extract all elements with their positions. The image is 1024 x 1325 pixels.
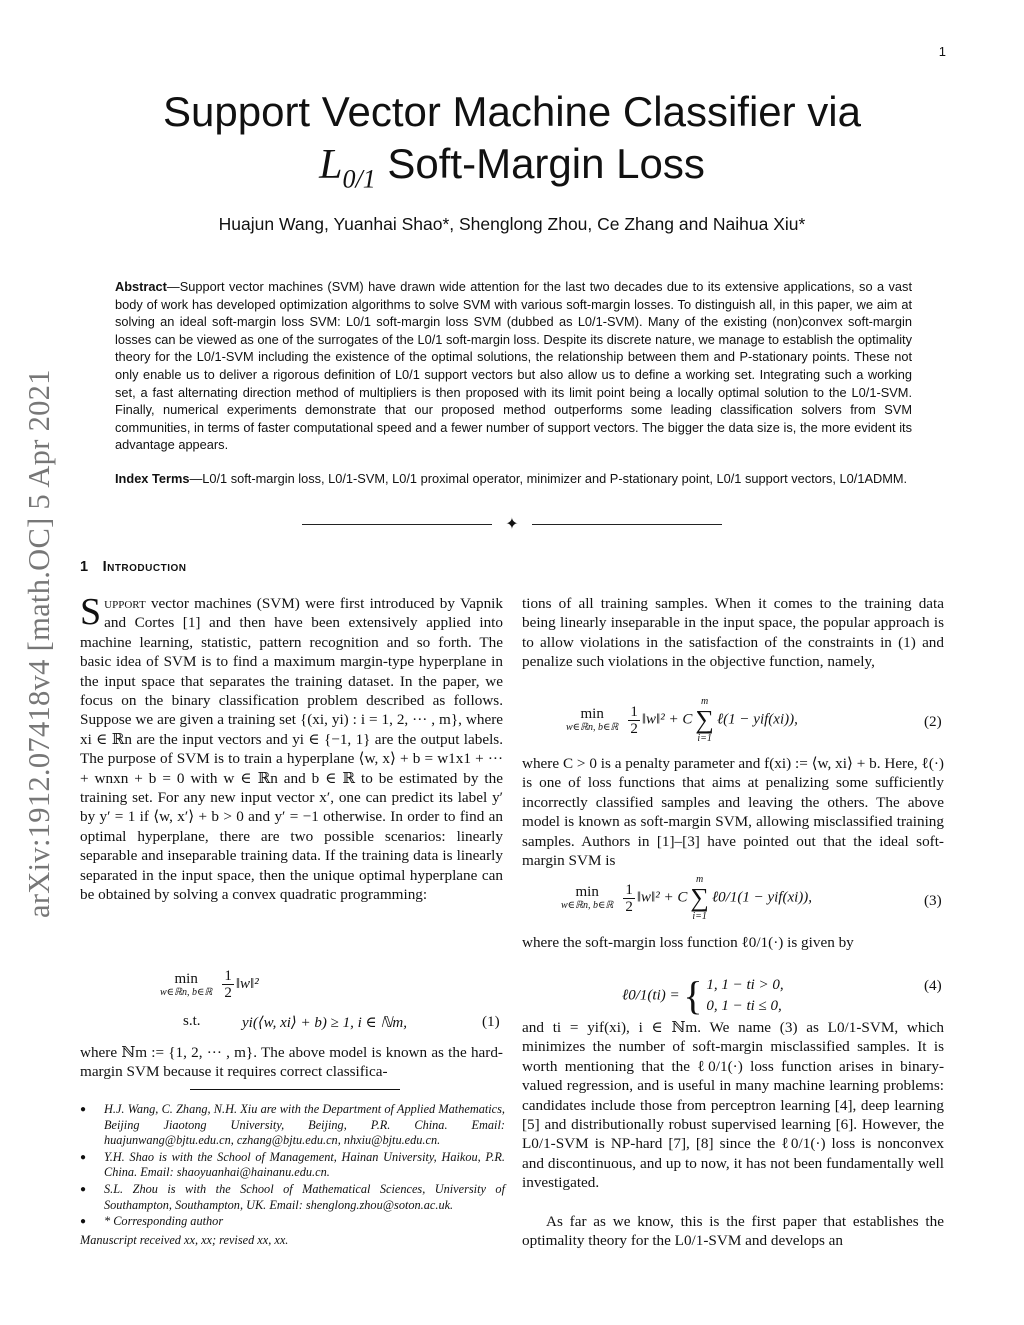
eq3-objective: ‖w‖² + C [636,889,688,906]
right-paragraph-5: As far as we know, this is the first paper that establishes the optimality theory for the L0/1-SVM and develops an [522,1213,944,1250]
eq3-term: ℓ0/1(1 − yif(xi)), [711,889,813,906]
eq2-frac-num: 1 [630,703,638,720]
right-paragraph-1: tions of all training samples. When it comes to the training data being linearly inseparable in the input space, the popular approach is to allow violations in the satisfaction of the constraints in (1) and penalize such violations in the objective function, namely, [522,595,944,671]
footnote-list [80,1102,505,1231]
eq3-sum-top: m [696,874,704,885]
right-paragraph-2: where C > 0 is a penalty parameter and f(xi) := ⟨w, xi⟩ + b. Here, ℓ(·) is one of loss functions that aims at penalizing some sufficiently incorrectly classified samples and leaving the others. The above model is known as soft-margin SVM, allowing misclassified training samples. Authors in [1]–[3] have pointed out that the ideal soft-margin SVM is [522,755,944,870]
eq3-sum-bottom: i=1 [692,911,707,922]
drop-cap: S [80,591,102,633]
eq3-frac-num: 1 [625,881,633,898]
eq2-number: (2) [924,713,942,730]
right-paragraph-3: where the soft-margin loss function ℓ0/1(·) is given by [522,934,854,951]
eq1-number: (1) [482,1013,500,1030]
arxiv-identifier-stamp: arXiv:1912.07418v4 [math.OC] 5 Apr 2021 [22,369,56,918]
eq4-number: (4) [924,977,942,994]
footnote-item: ● S.L. Zhou is with the School of Mathematical Sciences, University of Southampton, Southampton, UK. Email: shenglong.zhou@soton.ac.uk. [80,1181,505,1212]
abstract [115,278,912,454]
eq2-sum-top: m [701,696,709,707]
section-number: 1 [80,559,89,575]
index-terms-text: —L0/1 soft-margin loss, L0/1-SVM, L0/1 proximal operator, minimizer and P-stationary point, L0/1 support vectors, L0/1ADMM. [189,471,908,486]
eq2-objective: ‖w‖² + C [641,711,693,728]
eq3-min: min [575,884,599,900]
eq1-objective: ‖w‖² [235,975,259,992]
footnote-item: ● * Corresponding author [80,1214,224,1229]
sum-icon: ∑ [695,705,714,734]
brace-icon: { [683,973,703,1018]
abstract-text: —Support vector machines (SVM) have drawn wide attention for the last two decades due to its extensive applications, so a vast body of work has developed optimization algorithms to solve SVM with various soft-margin losses. To distinguish all, in this paper, we aim at solving an ideal soft-margin loss SVM: L0/1 soft-margin loss SVM (dubbed as L0/1-SVM). Many of the existing (non)convex soft-margin losses can be viewed as one of the surrogates of the L0/1 soft-margin loss. Despite its discrete nature, we manage to establish the optimality theory for the L0/1-SVM including the existence of the optimal solutions, the relationship between them and P-stationary points. These not only enable us to deliver a rigorous definition of L0/1 support vectors but also allow us to define a working set. Integrating such a working set, a fast alternating direction method of multipliers is then proposed with its limit point being a locally optimal solution to the L0/1-SVM. Finally, numerical experiments demonstrate that our proposed method outperforms some leading classification solvers from SVM communities, in terms of faster computational speed and a fewer number of support vectors. The bigger the data size is, the more evident its advantage appears. [115,279,912,453]
equation-2 [566,696,798,744]
footnote-item: ● H.J. Wang, C. Zhang, N.H. Xiu are with the Department of Applied Mathematics, Beijing Jiaotong University, Beijing, P.R. China. Email: huajunwang@bjtu.edu.cn, czhang@bjtu.edu.cn, nhxiu@bjtu.edu.cn. [80,1102,505,1148]
right-paragraph-4: and ti = yif(xi), i ∈ ℕm. We name (3) as L0/1-SVM, which minimizes the number of soft-margin misclassified samples. It is worth mentioning that the ℓ0/1(·) loss function arises in binary-valued regression, and is useful in many machine learning problems: candidates include those from perceptron learning [4], deep learning [5] and distributionally robust supervised learning [6]. However, the L0/1-SVM is NP-hard [7], [8] since the ℓ0/1(·) loss is nonconvex and discontinuous, and up to now, it has not been fundamentally well investigated. [522,1019,944,1192]
intro-paragraph-1 [80,591,503,905]
eq3-number: (3) [924,892,942,909]
eq2-min-subscript: w∈ℝn, b∈ℝ [566,722,619,733]
intro-text: vector machines (SVM) were first introduced by Vapnik and Cortes [1] and then have been extensively applied into machine learning, statistic, pattern recognition and so forth. The basic idea of SVM is to find a maximum margin-type hyperplane in the input space that separates the training dataset. In the paper, we focus on the binary classification problem described as follows. Suppose we are given a training set {(xi, yi) : i = 1, 2, ··· , m}, where xi ∈ ℝn are the input vectors and yi ∈ {−1, 1} are the output labels. The purpose of SVM is to train a hyperplane ⟨w, x⟩ + b = w1x1 + ··· + wnxn + b = 0 with w ∈ ℝn and b ∈ ℝ to be estimated by the training set. For any new input vector x′, one can predict its label y′ by y′ = 1 if ⟨w, x′⟩ + b > 0 and y′ = −1 otherwise. In order to find an optimal hyperplane, there are two possible scenarios: linearly separable and inseparable training data. If the training data is linearly separated in the input space, then the unique optimal hyperplane can be obtained by solving a convex quadratic programming: [80,595,503,904]
title-math-l01: $L_{0/1}$ [319,142,376,194]
equation-1 [160,968,259,1001]
eq2-sum-bottom: i=1 [697,733,712,744]
equation-3 [561,874,812,922]
eq1-st: s.t. [183,1013,201,1029]
title-line-1: Support Vector Machine Classifier via [163,88,861,135]
eq2-term: ℓ(1 − yif(xi)), [716,711,798,728]
eq2-frac-den: 2 [630,720,638,737]
intro-paragraph-2: where ℕm := {1, 2, ··· , m}. The above model is known as the hard-margin SVM because it requires correct classifica- [80,1044,503,1081]
section-divider [302,516,722,534]
section-heading [80,559,187,575]
sum-icon: ∑ [690,883,709,912]
eq1-min: min [174,970,198,987]
eq4-case-1: 1, 1 − ti > 0, [706,977,784,993]
intro-smallcaps: upport [104,595,146,612]
abstract-label: Abstract [115,279,167,294]
section-title: Introduction [102,559,187,575]
page-number: 1 [938,44,946,59]
equation-4 [622,975,784,1017]
eq4-case-2: 0, 1 − ti ≤ 0, [706,998,782,1014]
index-terms [115,470,912,488]
manuscript-note: Manuscript received xx, xx; revised xx, xx. [80,1233,289,1247]
eq3-frac-den: 2 [625,898,633,915]
eq1-frac-den: 2 [224,985,232,1001]
footnote-item: ● Y.H. Shao is with the School of Management, Hainan University, Haikou, P.R. China. Email: shaoyuanhai@hainanu.edu.cn. [80,1149,505,1180]
eq3-min-subscript: w∈ℝn, b∈ℝ [561,900,614,911]
paper-title [80,86,944,205]
eq1-constraint: yi(⟨w, xi⟩ + b) ≥ 1, i ∈ ℕm, [242,1015,407,1031]
index-terms-label: Index Terms [115,471,190,486]
author-list: Huajun Wang, Yuanhai Shao*, Shenglong Zhou, Ce Zhang and Naihua Xiu* [218,214,806,234]
eq4-lhs: ℓ0/1(ti) = [622,987,680,1004]
footnote-rule [190,1089,400,1090]
eq1-frac-num: 1 [224,968,232,984]
eq2-min: min [580,706,604,722]
title-line-2: Soft-Margin Loss [375,140,705,187]
divider-star-icon: ✦ [505,516,519,533]
eq1-min-subscript: w∈ℝn, b∈ℝ [160,986,213,998]
